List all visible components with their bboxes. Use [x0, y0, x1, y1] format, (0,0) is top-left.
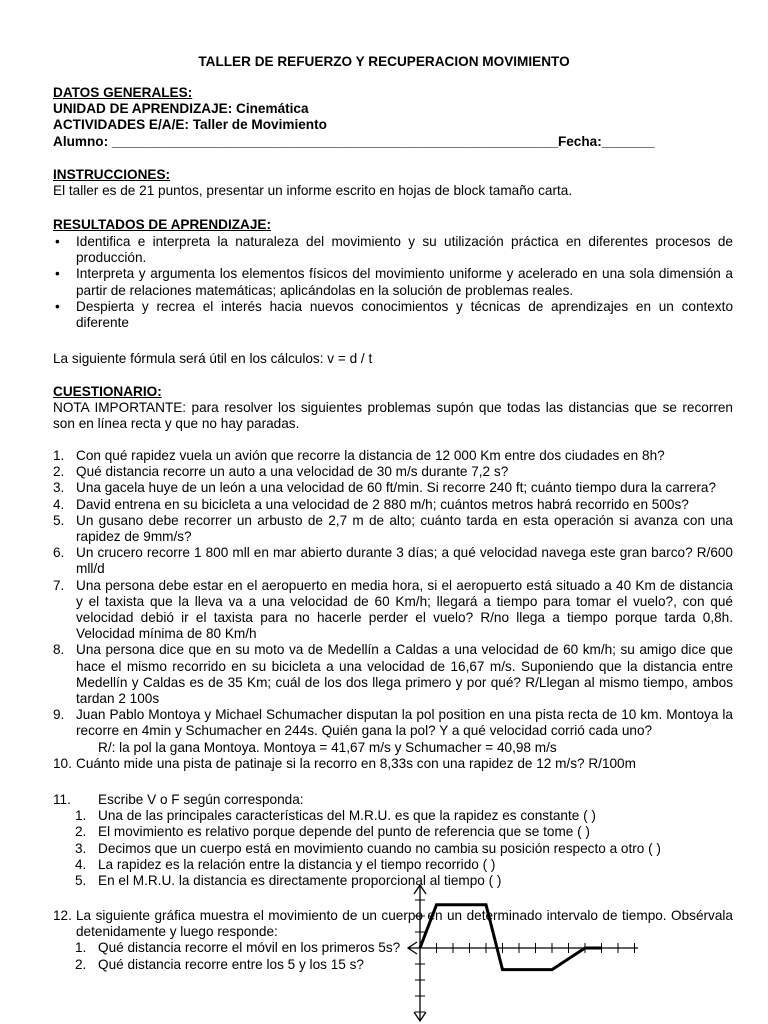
vf-text: La rapidez es la relación entre la distancia y el tiempo recorrido ( ) [98, 856, 496, 872]
question-number: 6. [53, 545, 65, 561]
motion-graph [406, 882, 638, 1024]
question-11 [53, 792, 733, 889]
question-number: 8. [53, 642, 65, 658]
question-text: Una persona dice que en su moto va de Medellín a Caldas a una velocidad de 60 km/h; su amigo dice que hace el mismo recorrido en su bicicleta a una velocidad de 16,67 m/s. Suponiendo que la distancia entre Medellín y Caldas es de 35 Km; cuál de los dos llega primero y por qué? R/Llegan al mismo tiempo, ambos tardan 2 100s [76, 642, 733, 707]
alumno-fecha-line: Alumno: ___________________________________________________________Fecha:_______ [53, 133, 655, 149]
question-number: 10. [53, 755, 72, 771]
question-text: David entrena en su bicicleta a una velocidad de 2 880 m/h; cuántos metros habrá recorrido en 500s? [76, 496, 689, 512]
vf-item [53, 824, 733, 840]
unidad-line: UNIDAD DE APRENDIZAJE: Cinemática [53, 101, 309, 117]
question-number: 9. [53, 707, 65, 723]
questions-list [53, 448, 733, 772]
vf-item [53, 857, 733, 873]
question-item [53, 792, 733, 808]
vf-text: Decimos que un cuerpo está en movimiento cuando no cambia su posición respecto a otro ( ) [98, 840, 661, 856]
resultados-list [53, 234, 733, 331]
vf-number: 4. [75, 856, 87, 872]
question-item [53, 513, 733, 545]
document-title: TALLER DE REFUERZO Y RECUPERACION MOVIMIENTO [198, 54, 570, 69]
resultado-text: Identifica e interpreta la naturaleza del movimiento y su utilización práctica en diferentes procesos de producción. [76, 234, 733, 266]
vf-text: El movimiento es relativo porque depende del punto de referencia que se tome ( ) [98, 824, 590, 840]
question-text: Qué distancia recorre un auto a una velocidad de 30 m/s durante 7,2 s? [76, 464, 509, 480]
q12-text: Qué distancia recorre el móvil en los primeros 5s? [98, 940, 401, 956]
vf-text: Una de las principales características del M.R.U. es que la rapidez es constante ( ) [98, 808, 596, 824]
question-item [53, 497, 733, 513]
vf-item [53, 808, 733, 824]
actividades-line: ACTIVIDADES E/A/E: Taller de Movimiento [53, 117, 327, 133]
vf-item [53, 841, 733, 857]
vf-text: En el M.R.U. la distancia es directamente proporcional al tiempo ( ) [98, 873, 502, 889]
question-number: 5. [53, 512, 65, 528]
q12-number: 1. [75, 940, 87, 956]
question-number: 4. [53, 496, 65, 512]
datos-generales-heading: DATOS GENERALES: [53, 85, 193, 100]
bullet-icon: • [55, 298, 60, 314]
question-text: Cuánto mide una pista de patinaje si la recorro en 8,33s con una rapidez de 12 m/s? R/100m [76, 755, 636, 771]
graph-ticks [415, 900, 638, 1012]
q12-number: 2. [75, 956, 87, 972]
question-item [53, 756, 733, 772]
nota-importante: NOTA IMPORTANTE: para resolver los siguientes problemas supón que todas las distancias que se recorren son en línea recta y que no hay paradas. [53, 400, 733, 432]
vf-number: 2. [75, 824, 87, 840]
question-item [53, 464, 733, 480]
vf-number: 5. [75, 873, 87, 889]
datos-generales-section [53, 85, 733, 150]
list-item [53, 234, 733, 266]
cuestionario-section [53, 384, 733, 433]
resultado-text: Despierta y recrea el interés hacia nuevos conocimientos y técnicas de aprendizajes en un contexto diferente [76, 298, 733, 331]
question-item [53, 448, 733, 464]
bullet-icon: • [55, 266, 60, 282]
question-number: 2. [53, 464, 65, 480]
formula-line: La siguiente fórmula será útil en los cálculos: v = d / t [53, 351, 373, 366]
vf-number: 1. [75, 808, 87, 824]
question-item [53, 480, 733, 496]
bullet-icon: • [55, 234, 60, 249]
question-number: 3. [53, 480, 65, 496]
resultados-heading: RESULTADOS DE APRENDIZAJE: [53, 217, 272, 232]
question-item [53, 545, 733, 577]
position-time-line [420, 905, 602, 970]
question-text: Con qué rapidez vuela un avión que recorre la distancia de 12 000 Km entre dos ciudades en 8h? [76, 448, 665, 463]
vf-list [53, 808, 733, 889]
question-text: Una persona debe estar en el aeropuerto en media hora, si el aeropuerto está situado a 40 Km de distancia y el taxista que la lleva va a una velocidad de 60 Km/h; llegará a tiempo para tomar el vuelo?, con qué velocidad debió ir el taxista para no hacerle perder el vuelo? R/no llega a tiempo porque tarda 0,8h. Velocidad mínima de 80 Km/h [76, 577, 733, 642]
question-answer: R/: la pol la gana Montoya. Montoya = 41,67 m/s y Schumacher = 40,98 m/s [98, 739, 557, 755]
question-number: 1. [53, 448, 65, 463]
question-number: 11. [53, 792, 71, 807]
instrucciones-heading: INSTRUCCIONES: [53, 167, 171, 182]
resultado-text: Interpreta y argumenta los elementos físicos del movimiento uniforme y acelerado en una sola dimensión a partir de relaciones matemáticas; aplicándolas en la solución de problemas reales. [76, 266, 733, 298]
question-text: Una gacela huye de un león a una velocidad de 60 ft/min. Si recorre 240 ft; cuánto tiempo dura la carrera? [76, 480, 717, 496]
question-text: Un crucero recorre 1 800 mll en mar abierto durante 3 días; a qué velocidad navega este gran barco? R/600 mll/d [76, 545, 733, 577]
question-text: Escribe V o F según corresponda: [98, 792, 304, 807]
question-item [53, 578, 733, 643]
question-text: La siguiente gráfica muestra el movimiento de un cuerpo en un determinado intervalo de tiempo. Obsérvala detenidamente y luego responde: [76, 908, 733, 940]
instrucciones-text: El taller es de 21 puntos, presentar un informe escrito en hojas de block tamaño carta. [53, 183, 573, 199]
question-item [53, 707, 733, 739]
question-text: Juan Pablo Montoya y Michael Schumacher disputan la pol position en una pista recta de 10 km. Montoya la recorre en 4min y Schumacher en 244s. Quién gana la pol? Y a qué velocidad corrió cada uno? [76, 707, 733, 739]
question-number: 12. [53, 908, 72, 923]
question-text: Un gusano debe recorrer un arbusto de 2,7 m de alto; cuánto tarda en esta operación si avanza con una rapidez de 9mm/s? [76, 512, 733, 545]
question-number: 7. [53, 577, 65, 593]
cuestionario-heading: CUESTIONARIO: [53, 384, 162, 399]
instrucciones-section [53, 167, 733, 199]
q12-text: Qué distancia recorre entre los 5 y los 15 s? [98, 956, 364, 972]
vf-number: 3. [75, 840, 87, 856]
list-item [53, 266, 733, 298]
list-item [53, 299, 733, 331]
question-item [53, 642, 733, 707]
